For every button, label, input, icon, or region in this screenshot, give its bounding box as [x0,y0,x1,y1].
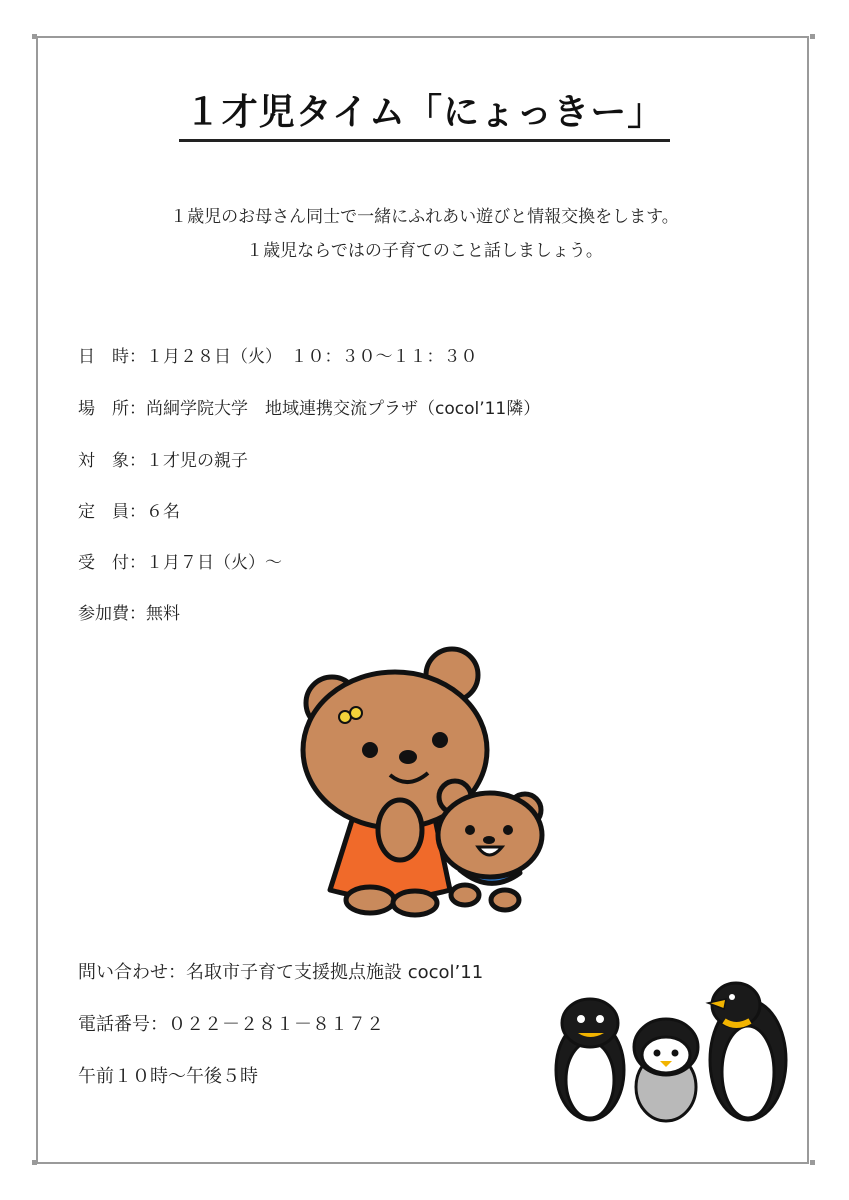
contact-inquiry: 問い合わせ：名取市子育て支援拠点施設 cocol’11 [78,962,484,983]
intro-line: １歳児のお母さん同士で一緒にふれあい遊びと情報交換をします。 [170,207,679,227]
detail-value: ６名 [146,502,180,522]
penguin-illustration [548,975,798,1125]
contact-phone: 電話番号：０２２－２８１－８１７２ [78,1014,384,1035]
detail-label: 日 時： [78,347,146,367]
detail-label: 対 象： [78,451,146,471]
detail-label: 受 付： [78,553,146,573]
title-block [0,84,849,142]
frame-corner [32,1160,37,1165]
detail-value: １才児の親子 [146,451,248,471]
detail-value: １月２８日（火） １０：３０～１１：３０ [146,347,478,367]
page-title: １才児タイム「にょっきー」 [179,84,671,142]
detail-capacity [78,497,180,522]
intro-text [0,200,849,268]
detail-target [78,446,248,471]
detail-label: 参加費： [78,604,146,624]
detail-reception [78,548,282,573]
detail-place [78,394,540,419]
detail-value: １月７日（火）～ [146,553,282,573]
frame-corner [32,34,37,39]
detail-label: 定 員： [78,502,146,522]
detail-label: 場 所： [78,399,146,419]
detail-date [78,342,478,367]
detail-value: 無料 [146,604,180,624]
frame-corner [810,34,815,39]
intro-line: １歳児ならではの子育てのこと話しましょう。 [246,241,603,261]
bear-illustration [290,645,558,925]
detail-fee [78,599,180,624]
detail-value: 尚絅学院大学 地域連携交流プラザ（cocol’11隣） [146,399,541,419]
frame-corner [810,1160,815,1165]
contact-hours: 午前１０時～午後５時 [78,1066,258,1087]
